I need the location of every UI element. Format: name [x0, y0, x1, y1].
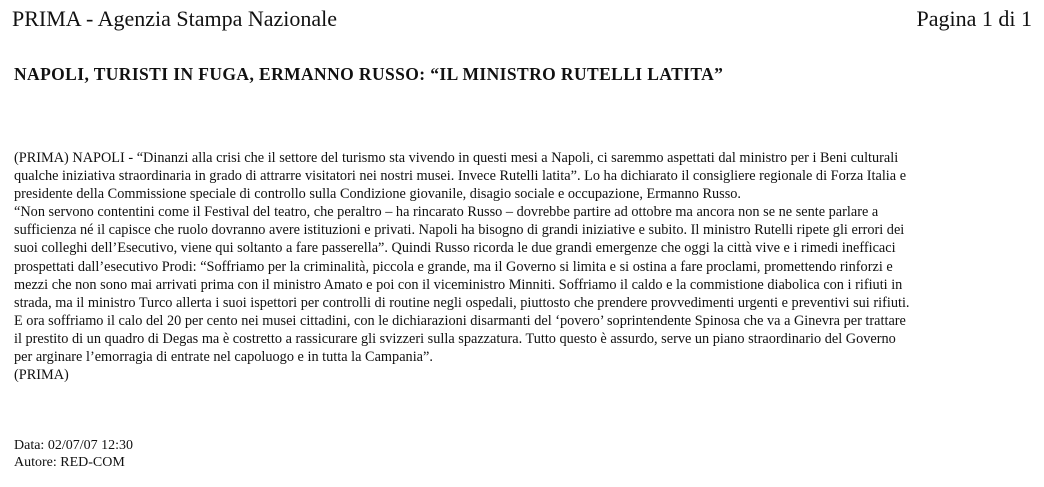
agency-name: PRIMA - Agenzia Stampa Nazionale [12, 6, 338, 31]
article-line: sufficienza né il capisce che ruolo dovranno avere istituzioni e privati. Napoli ha bisogno di grandi iniziative e subito. Il ministro Rutelli ripete gli errori dei [14, 222, 905, 239]
article-line: “Non servono contentini come il Festival del teatro, che peraltro – ha rincarato Russo – dovrebbe partire ad ottobre ma ancora non se ne sente parlare a [14, 204, 879, 221]
article-line: suoi colleghi dell’Esecutivo, viene qui soltanto a fare passerella”. Quindi Russo ricorda le due grandi emergenze che oggi la città vive e i rimedi inefficaci [14, 240, 896, 257]
article-line: mezzi che non sono mai arrivati prima con il ministro Amato e poi con il viceministro Minniti. Soffriamo il caldo e la commistione diabolica con i rifiuti in [14, 276, 903, 293]
article-metadata [14, 437, 133, 471]
publication-date: Data: 02/07/07 12:30 [14, 438, 133, 453]
article-body [14, 149, 1026, 384]
article-signature: (PRIMA) [14, 367, 69, 384]
page-indicator: Pagina 1 di 1 [916, 6, 1032, 31]
article-line: E ora soffriamo il calo del 20 per cento nei musei cittadini, con le dichiarazioni disarmanti del ‘povero’ soprintendente Spinosa che va a Ginevra per trattare [14, 312, 906, 329]
article-line: il prestito di un quadro di Degas ma è costretto a rassicurare gli svizzeri sulla spazzatura. Tutto questo è assurdo, serve un piano straordinario del Governo [14, 330, 896, 347]
article-line: strada, ma il ministro Turco allerta i suoi ispettori per controlli di routine negli ospedali, piuttosto che prendere provvedimenti urgenti e preventivi sui rifiuti. [14, 294, 910, 311]
article-headline: NAPOLI, TURISTI IN FUGA, ERMANNO RUSSO: “IL MINISTRO RUTELLI LATITA” [14, 64, 724, 84]
article-line: prospettati dall’esecutivo Prodi: “Soffriamo per la criminalità, piccola e grande, ma il Governo si limita e si ostina a fare proclami, promettendo rinforzi e [14, 258, 893, 275]
article-line: per arginare l’emorragia di entrate nel capoluogo e in tutta la Campania”. [14, 349, 433, 366]
author-field: Autore: RED-COM [14, 455, 125, 470]
article-line: qualche iniziativa straordinaria in grado di attrarre visitatori nei nostri musei. Invece Rutelli latita”. Lo ha dichiarato il consigliere regionale di Forza Italia e [14, 168, 907, 185]
article-line: presidente della Commissione speciale di controllo sulla Condizione giovanile, disagio sociale e occupazione, Ermanno Russo. [14, 186, 741, 203]
page-header [12, 6, 1032, 36]
article-line: (PRIMA) NAPOLI - “Dinanzi alla crisi che il settore del turismo sta vivendo in questi mesi a Napoli, ci saremmo aspettati dal ministro per i Beni culturali [14, 150, 899, 166]
